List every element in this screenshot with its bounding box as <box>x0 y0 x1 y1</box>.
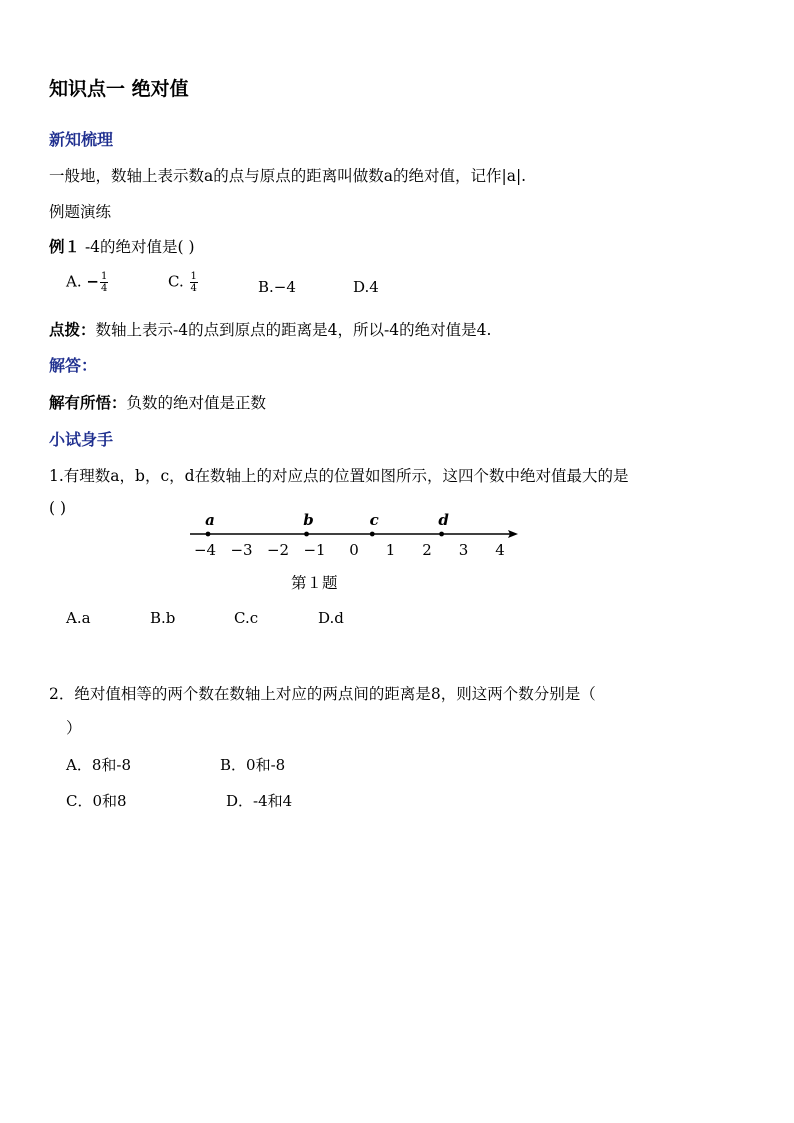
question-2-option-d: D．-4和4 <box>226 792 293 810</box>
answer-label: 解答： <box>49 356 98 375</box>
figure-caption: 第１题 <box>291 574 338 592</box>
tick-label-2: −2 <box>266 541 290 559</box>
page-title: 知识点一 绝对值 <box>49 78 189 100</box>
tick-label-4: 0 <box>349 541 359 559</box>
question-2-option-b: B．0和-8 <box>220 756 286 774</box>
examples-label: 例题演练 <box>49 203 112 221</box>
tick-label-6: 2 <box>422 541 432 559</box>
section-heading-new-knowledge: 新知梳理 <box>49 130 114 149</box>
tick-label-3: −1 <box>303 541 326 559</box>
hint <box>49 318 491 340</box>
hint-label: 点拨： <box>49 321 96 339</box>
definition-text: 一般地，数轴上表示数a的点与原点的距离叫做数a的绝对值，记作|a|. <box>49 167 527 185</box>
point-label-c: c <box>369 511 379 529</box>
option-a-denominator: 4 <box>100 283 108 294</box>
question-1-option-d: D.d <box>318 609 344 627</box>
option-a-prefix: A. <box>66 272 82 291</box>
number-line-figure <box>180 502 525 564</box>
point-label-a: a <box>205 511 215 529</box>
option-c-prefix: C. <box>168 272 184 291</box>
option-a-numerator: 1 <box>100 271 108 282</box>
insight-label: 解有所悟： <box>49 394 127 412</box>
question-2-option-a: A．8和-8 <box>66 756 131 774</box>
option-c-denominator: 4 <box>190 283 197 294</box>
option-c-numerator: 1 <box>190 271 197 282</box>
point-label-b: b <box>303 511 314 529</box>
question-1-paren: ( ) <box>49 499 67 517</box>
tick-label-8: 4 <box>495 541 505 559</box>
question-1-option-c: C.c <box>234 609 259 627</box>
question-2-option-c: C．0和8 <box>66 792 127 810</box>
example-1-option-a <box>66 271 108 294</box>
insight <box>49 391 266 413</box>
example-1-option-d: D.4 <box>353 278 379 296</box>
question-1-option-a: A.a <box>66 609 91 627</box>
question-2-text: 2．绝对值相等的两个数在数轴上对应的两点间的距离是8，则这两个数分别是（ <box>49 685 596 703</box>
point-c <box>370 532 375 537</box>
tick-label-5: 1 <box>385 541 396 559</box>
point-d <box>439 532 444 537</box>
option-a-sign: − <box>86 272 99 291</box>
option-a-fraction <box>100 271 108 294</box>
example-1-option-b: B.−4 <box>258 278 296 296</box>
tick-label-1: −3 <box>230 541 253 559</box>
tick-label-0: −4 <box>193 541 217 559</box>
hint-text: 数轴上表示-4的点到原点的距离是4，所以-4的绝对值是4. <box>95 321 492 339</box>
insight-text: 负数的绝对值是正数 <box>126 394 267 412</box>
point-a <box>206 532 211 537</box>
question-1-option-b: B.b <box>150 609 176 627</box>
tick-label-7: 3 <box>458 541 469 559</box>
section-heading-practice: 小试身手 <box>49 430 114 449</box>
example-1-option-c <box>168 271 198 294</box>
question-1-text: 1.有理数a，b，c，d在数轴上的对应点的位置如图所示，这四个数中绝对值最大的是 <box>49 467 629 485</box>
example-1 <box>49 235 195 257</box>
example-1-label: 例１ <box>49 238 81 256</box>
option-c-fraction <box>190 271 198 294</box>
point-label-d: d <box>438 511 449 529</box>
point-b <box>304 532 309 537</box>
question-2-paren-close: ） <box>66 719 82 737</box>
example-1-question: -4的绝对值是( ) <box>80 238 195 256</box>
